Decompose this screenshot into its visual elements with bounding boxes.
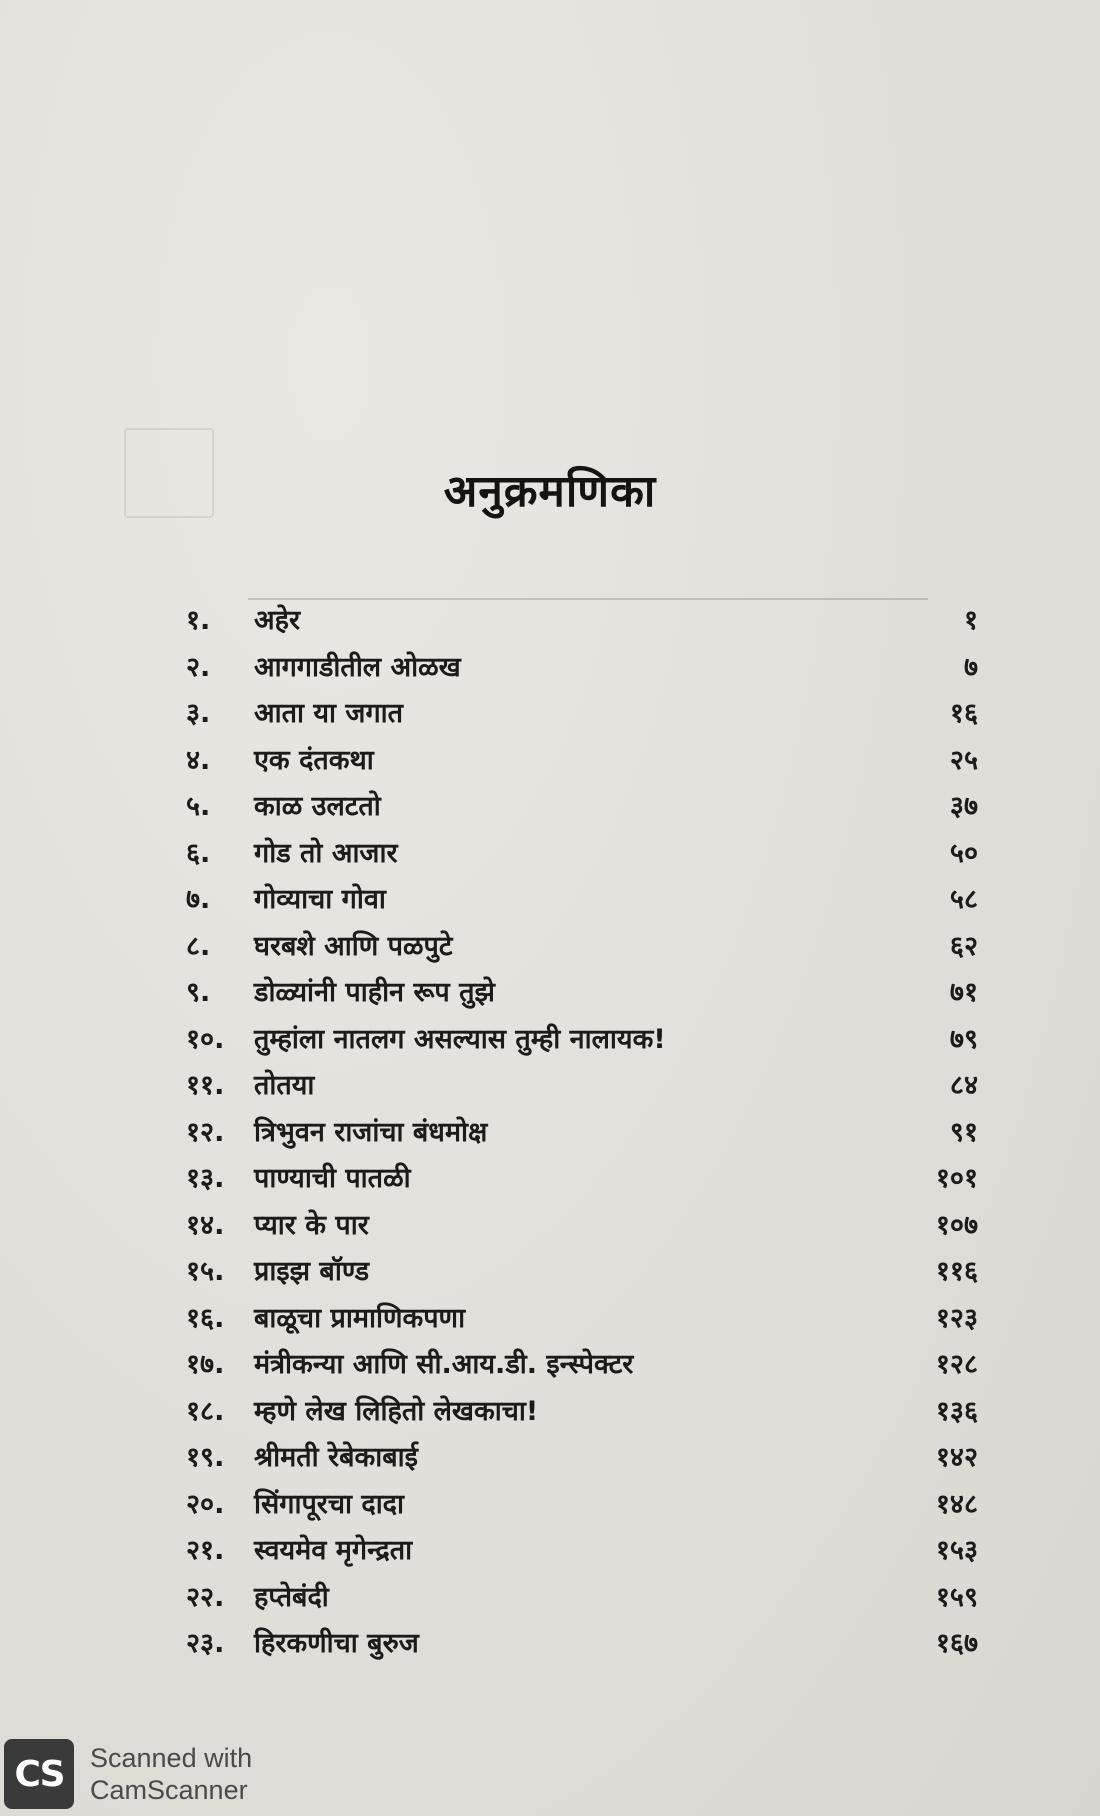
toc-entry-number: ५. (186, 791, 211, 822)
scanner-watermark (4, 1736, 252, 1812)
toc-entry (178, 1575, 978, 1622)
toc-entry-page: १५३ (935, 1535, 978, 1566)
toc-entry-number: ११. (186, 1070, 225, 1101)
toc-entry-number: ९. (186, 977, 211, 1008)
toc-entry (178, 1435, 978, 1482)
toc-entry-title: प्राइझ बॉण्ड (254, 1256, 370, 1287)
toc-entry-title: घरबशे आणि पळपुटे (254, 930, 453, 962)
toc-entry (178, 1063, 978, 1110)
toc-entry-page: १६ (949, 698, 978, 729)
toc-entry-page: ५० (949, 837, 978, 869)
toc-entry (178, 1482, 978, 1529)
toc-entry-page: १०७ (935, 1209, 978, 1241)
toc-entry-title: काळ उलटतो (254, 791, 381, 822)
toc-entry-number: १. (186, 605, 211, 636)
toc-entry (178, 1296, 978, 1343)
toc-entry-page: ९१ (949, 1116, 978, 1148)
toc-entry-page: २५ (949, 744, 978, 776)
toc-entry (178, 970, 978, 1017)
toc-entry (178, 1621, 978, 1668)
toc-entry-title: तुम्हांला नातलग असल्यास तुम्ही नालायक! (254, 1023, 666, 1055)
toc-entry-number: २१. (186, 1535, 225, 1566)
toc-entry (178, 691, 978, 738)
toc-entry-page: १२८ (935, 1349, 978, 1380)
page-title: अनुक्रमणिका (443, 466, 657, 518)
toc-entry-number: ७. (186, 884, 211, 915)
toc-entry (178, 1342, 978, 1389)
toc-entry-title: गोड तो आजार (254, 837, 398, 869)
toc-entry-page: १३६ (935, 1395, 978, 1427)
toc-entry-page: १४८ (935, 1488, 978, 1520)
toc-entry-page: १६७ (935, 1628, 978, 1659)
toc-entry-page: ७ (963, 651, 978, 683)
toc-entry-title: पाण्याची पातळी (254, 1163, 411, 1194)
watermark-line-2: CamScanner (90, 1775, 248, 1805)
toc-entry (178, 1203, 978, 1250)
toc-entry (178, 1528, 978, 1575)
toc-entry-number: १९. (186, 1442, 225, 1473)
toc-entry-number: ३. (186, 698, 211, 729)
toc-entry-title: त्रिभुवन राजांचा बंधमोक्ष (254, 1116, 488, 1148)
toc-entry-page: ७१ (949, 977, 978, 1008)
toc-entry-number: १४. (186, 1209, 225, 1241)
toc-entry-number: १२. (186, 1116, 225, 1148)
toc-entry-title: श्रीमती रेबेकाबाई (254, 1442, 418, 1473)
table-of-contents (178, 598, 978, 1668)
toc-entry-title: डोळ्यांनी पाहीन रूप तुझे (254, 977, 495, 1008)
toc-entry-title: स्वयमेव मृगेन्द्रता (254, 1535, 413, 1566)
toc-entry-title: हिरकणीचा बुरुज (254, 1628, 419, 1659)
toc-entry (178, 1156, 978, 1203)
toc-entry-number: २०. (186, 1488, 225, 1520)
toc-entry (178, 924, 978, 971)
camscanner-logo-icon: CS (4, 1739, 74, 1809)
toc-entry (178, 738, 978, 785)
toc-entry-page: १२३ (935, 1302, 978, 1334)
toc-entry-number: ६. (186, 837, 211, 869)
watermark-line-1: Scanned with (90, 1743, 253, 1773)
toc-entry-page: ६२ (949, 930, 978, 962)
toc-entry-number: २. (186, 651, 211, 683)
toc-entry-number: २२. (186, 1581, 225, 1613)
toc-entry-number: ४. (186, 744, 211, 776)
toc-entry-number: १३. (186, 1163, 225, 1194)
toc-entry-page: १४२ (935, 1442, 978, 1473)
toc-entry (178, 784, 978, 831)
toc-entry-page: १०१ (935, 1163, 978, 1194)
toc-entry-page: १ (963, 605, 978, 636)
toc-entry-title: प्यार के पार (254, 1209, 369, 1241)
toc-entry-title: मंत्रीकन्या आणि सी.आय.डी. इन्स्पेक्टर (254, 1349, 634, 1380)
toc-entry-page: ११६ (935, 1256, 978, 1287)
toc-entry-title: आगगाडीतील ओळख (254, 651, 461, 683)
toc-entry-title: सिंगापूरचा दादा (254, 1488, 405, 1520)
toc-entry (178, 1110, 978, 1157)
toc-entry (178, 645, 978, 692)
toc-entry-title: आता या जगात (254, 698, 404, 729)
toc-entry (178, 1017, 978, 1064)
toc-entry-title: अहेर (254, 605, 301, 636)
toc-entry-number: २३. (186, 1628, 225, 1659)
toc-entry-title: तोतया (254, 1070, 315, 1101)
toc-entry-page: ५८ (949, 884, 978, 915)
toc-entry (178, 598, 978, 645)
toc-entry-number: १७. (186, 1349, 225, 1380)
toc-entry-title: म्हणे लेख लिहितो लेखकाचा! (254, 1395, 539, 1427)
toc-entry-number: १८. (186, 1395, 225, 1427)
toc-entry-number: १५. (186, 1256, 225, 1287)
toc-entry-title: बाळूचा प्रामाणिकपणा (254, 1302, 466, 1334)
toc-entry-title: एक दंतकथा (254, 744, 374, 776)
toc-entry (178, 877, 978, 924)
toc-entry-title: गोव्याचा गोवा (254, 884, 386, 915)
watermark-text (90, 1742, 252, 1806)
toc-entry-number: ८. (186, 930, 211, 962)
toc-entry-number: १६. (186, 1302, 225, 1334)
toc-entry-page: ८४ (949, 1070, 978, 1101)
toc-entry-number: १०. (186, 1023, 225, 1055)
toc-entry (178, 1389, 978, 1436)
toc-entry (178, 831, 978, 878)
toc-entry-title: हप्तेबंदी (254, 1581, 329, 1613)
toc-entry-page: १५९ (935, 1581, 978, 1613)
toc-entry (178, 1249, 978, 1296)
toc-entry-page: ७९ (949, 1023, 978, 1055)
toc-entry-page: ३७ (949, 791, 978, 822)
